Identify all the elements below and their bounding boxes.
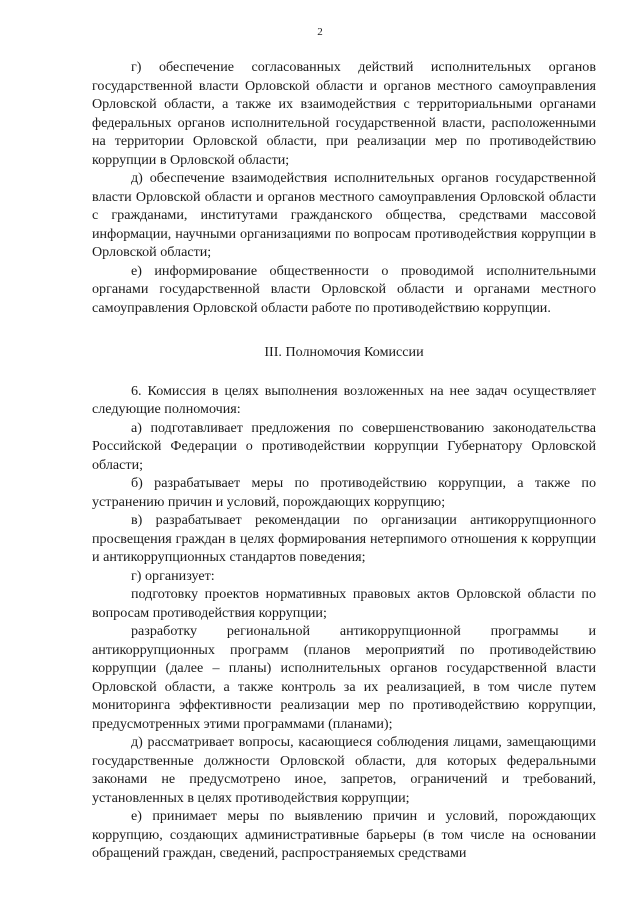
paragraph-a-proposals: а) подготавливает предложения по совершенствованию законодательства Российской Федерации о противодействии коррупции Губернатору Орловской области; <box>92 419 596 473</box>
paragraph-draft-acts: подготовку проектов нормативных правовых актов Орловской области по вопросам противодействия коррупции; <box>92 586 596 621</box>
paragraph-6-powers: 6. Комиссия в целях выполнения возложенных на нее задач осуществляет следующие полномочия: <box>92 382 596 417</box>
document-body <box>92 58 596 863</box>
page-number: 2 <box>317 26 323 38</box>
paragraph-v-recommendations: в) разрабатывает рекомендации по организации антикоррупционного просвещения граждан в целях формирования нетерпимого отношения к коррупции и антикоррупционных стандартов поведения; <box>92 512 596 565</box>
paragraph-e-takes-measures: е) принимает меры по выявлению причин и условий, порождающих коррупцию, создающих административные барьеры (в том числе на основании обращений граждан, сведений, распространяемых средствами <box>92 808 596 861</box>
paragraph-program-development: разработку региональной антикоррупционной программы и антикоррупционных программ (планов мероприятий по противодействию коррупции (далее – планы) исполнительных органов государственной власти Орловской области, а также контроль за их реализацией, в том числе путем мониторинга эффективности реализации мер по противодействию коррупции, предусмотренных этими программами (планами); <box>92 623 596 732</box>
section-heading: III. Полномочия Комиссии <box>264 344 424 360</box>
paragraph-d-interaction: д) обеспечение взаимодействия исполнительных органов государственной власти Орловской области и органов местного самоуправления Орловской области с гражданами, институтами гражданского общества, средствами массовой информации, научными организациями по вопросам противодействия коррупции в Орловской области; <box>92 170 596 260</box>
paragraph-g-coordination: г) обеспечение согласованных действий исполнительных органов государственной власти Орловской области и органов местного самоуправления Орловской области, а также их взаимодействия с территориальными органами федеральных органов исполнительной государственной власти, расположенными на территории Орловской области, при реализации мер по противодействию коррупции в Орловской области; <box>92 59 596 168</box>
paragraph-g-organizes: г) организует: <box>131 567 215 584</box>
paragraph-e-informing: е) информирование общественности о проводимой исполнительными органами государственной власти Орловской области и органами местного самоуправления Орловской области работе по противодействию коррупции. <box>92 262 596 316</box>
paragraph-d-considers: д) рассматривает вопросы, касающиеся соблюдения лицами, замещающими государственные должности Орловской области, для которых федеральными законами не предусмотрено иное, запретов, ограничений и требований, установленных в целях противодействия коррупции; <box>92 734 596 806</box>
paragraph-b-measures: б) разрабатывает меры по противодействию коррупции, а также по устранению причин и условий, порождающих коррупцию; <box>92 475 596 510</box>
